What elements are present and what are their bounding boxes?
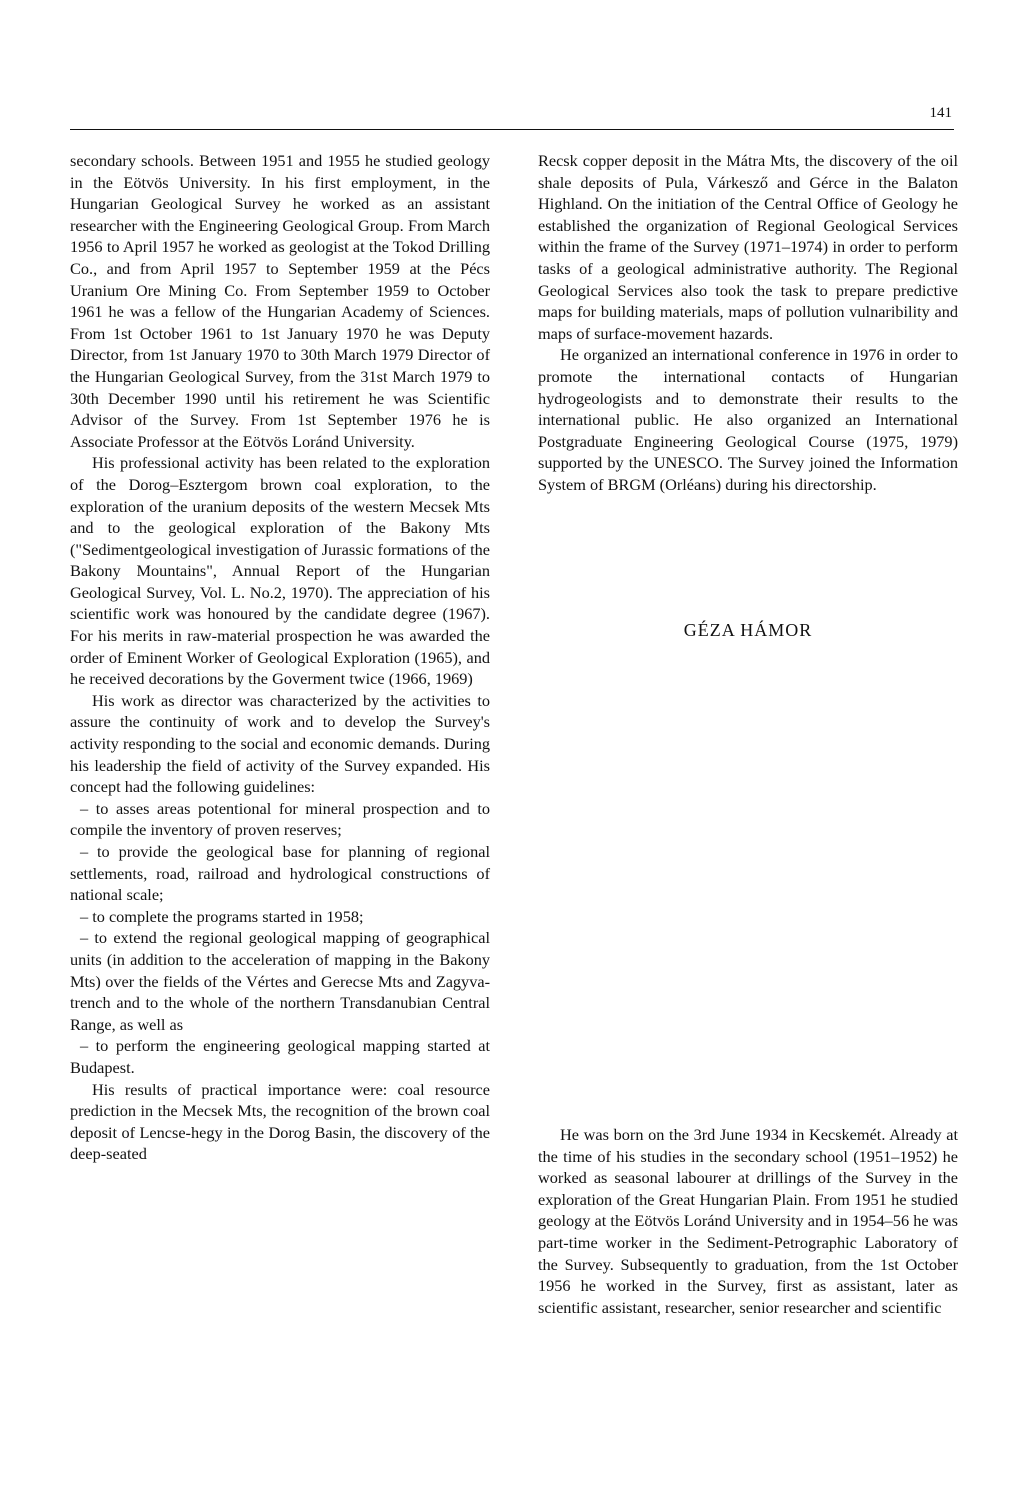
paragraph: His work as director was characterized by the activities to assure the continuity of work and to develop the Survey's activity responding to the social and economic demands. During his leadership the field of activity of the Survey expanded. His concept had the following guidelines: bbox=[70, 690, 490, 797]
paragraph: Recsk copper deposit in the Mátra Mts, the discovery of the oil shale deposits of Pula, Várkesző and Gérce in the Balaton Highland. On the initiation of the Central Office of Geology he established the organization of Regional Geological Services within the frame of the Survey (1971–1974) in order to perform tasks of a geological administrative authority. The Regional Geological Services also took the task to prepare predictive maps for building materials, maps of pollution vulnaribility and maps of surface-movement hazards. bbox=[538, 151, 958, 343]
page-number: 141 bbox=[929, 105, 952, 121]
paragraph: secondary schools. Between 1951 and 1955 he studied geology in the Eötvös University. In his first employment, in the Hungarian Geological Survey he worked as an assistant researcher with the Engineering Geological Group. From March 1956 to April 1957 he worked as geologist at the Tokod Drilling Co., and from April 1957 to September 1959 at the Pécs Uranium Ore Mining Co. From September 1959 to October 1961 he was a fellow of the Hungarian Academy of Sciences. From 1st October 1961 to 1st January 1970 he was Deputy Director, from 1st January 1970 to 30th March 1979 Director of the Hungarian Geological Survey, from the 31st March 1979 to 30th December 1990 until his retirement he was Scientific Advisor of the Survey. From 1st September 1976 he is Associate Professor at the Eötvös Loránd University. bbox=[70, 151, 490, 451]
list-item: – to complete the programs started in 1958; bbox=[80, 906, 364, 926]
right-column-top bbox=[538, 150, 958, 496]
list-item: – to provide the geological base for planning of regional settlements, road, railroad and hydrological constructions of national scale; bbox=[70, 842, 490, 905]
paragraph: His professional activity has been related to the exploration of the Dorog–Esztergom brown coal exploration, to the exploration of the uranium deposits of the western Mecsek Mts and to the geological exploration of the Bakony Mts ("Sedimentgeological investigation of Jurassic formations of the Bakony Mountains", Annual Report of the Hungarian Geological Survey, Vol. L. No.2, 1970). The appreciation of his scientific work was honoured by the candidate degree (1967). For his merits in raw-material prospection he was awarded the order of Eminent Worker of Geological Exploration (1965), and he received decorations by the Goverment twice (1966, 1969) bbox=[70, 453, 490, 689]
paragraph: His results of practical importance were: coal resource prediction in the Mecsek Mts, the recognition of the brown coal deposit of Lencse-hegy in the Dorog Basin, the discovery of the deep-seated bbox=[70, 1079, 490, 1164]
paragraph: He organized an international conference in 1976 in order to promote the international contacts of Hungarian hydrogeologists and to demonstrate their results to the international public. He also organized an International Postgraduate Engineering Geological Course (1975, 1979) supported by the UNESCO. The Survey joined the Information System of BRGM (Orléans) during his directorship. bbox=[538, 345, 958, 494]
header-rule bbox=[70, 129, 954, 130]
left-column bbox=[70, 150, 490, 1165]
list-item: – to perform the engineering geological mapping started at Budapest. bbox=[70, 1036, 490, 1077]
paragraph: He was born on the 3rd June 1934 in Kecskemét. Already at the time of his studies in the secondary school (1951–1952) he worked as seasonal labourer at drillings of the Survey in the exploration of the Great Hungarian Plain. From 1951 he studied geology at the Eötvös Loránd University and in 1954–56 he was part-time worker in the Sediment-Petrographic Laboratory of the Survey. Subsequently to graduation, from the 1st October 1956 he worked in the Survey, first as assistant, later as scientific assistant, researcher, senior researcher and scientific bbox=[538, 1125, 958, 1317]
list-item: – to asses areas potentional for mineral prospection and to compile the inventory of proven reserves; bbox=[70, 798, 490, 840]
right-column-bottom bbox=[538, 1124, 958, 1318]
section-heading: GÉZA HÁMOR bbox=[683, 620, 813, 640]
list-item: – to extend the regional geological mapping of geographical units (in addition to the acceleration of mapping in the Bakony Mts) over the fields of the Vértes and Gerecse Mts and Zagyva-trench and to the whole of the northern Transdanubian Central Range, as well as bbox=[70, 928, 490, 1034]
